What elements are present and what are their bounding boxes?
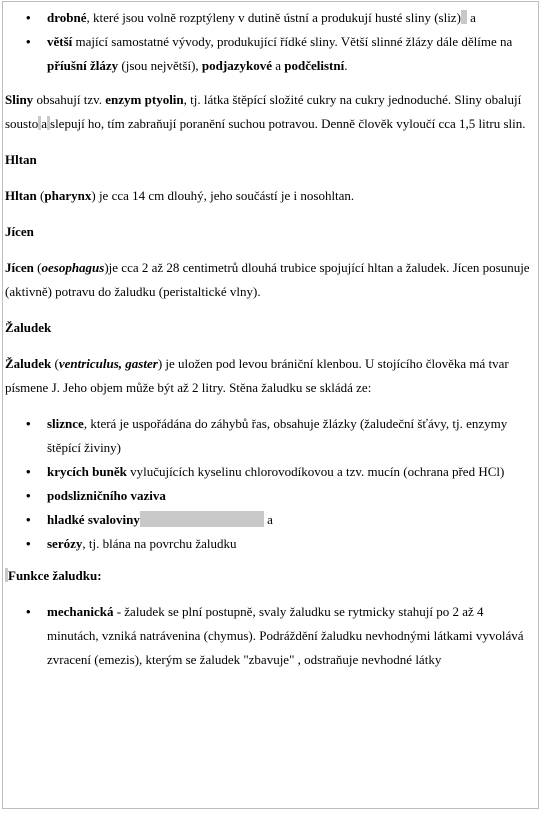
bold-term: krycích buněk [47,464,127,479]
list-item [47,30,536,78]
list-item [47,6,536,30]
item-text: vylučujících kyselinu chlorovodíkovou a tzv. mucín (ochrana před HCl) [126,464,505,479]
bold-term: mechanická [47,604,114,619]
paragraph-text: ) je cca 14 cm dlouhý, jeho součástí je i nosohltan. [91,188,355,203]
bold-term: podčelistní [284,58,345,73]
bold-term: Žaludek [5,356,52,371]
saliva-paragraph [5,88,536,136]
item-text: a [263,512,273,527]
list-item [47,484,536,508]
bold-italic-term: oesophagus [41,260,105,275]
bold-term: větší [47,34,73,49]
section-heading-jicen: Jícen [5,224,34,239]
bold-term: Hltan [5,188,37,203]
item-text-tail: a [466,10,476,25]
item-text: . [344,58,348,73]
bold-term: enzym ptyolin [105,92,184,107]
item-text: mající samostatné vývody, produkující řídké sliny. Větší slinné žlázy dále dělíme na [72,34,513,49]
bold-term: drobné [47,10,87,25]
bold-term: Sliny [5,92,34,107]
section-heading-zaludek: Žaludek [5,320,52,335]
paragraph-text: ( [36,188,45,203]
bold-term: příušní žlázy [47,58,119,73]
bold-term: serózy [47,536,83,551]
bold-italic-term: ventriculus, gaster [58,356,158,371]
jicen-paragraph [5,256,536,304]
document-content [5,6,536,684]
hltan-paragraph [5,184,536,208]
list-item [47,532,536,556]
stomach-functions-list [5,600,536,672]
zaludek-paragraph [5,352,536,400]
bold-term: podjazykové [201,58,272,73]
bold-term: podslizničního vaziva [47,488,166,503]
paragraph-text: obsahují tzv. [33,92,106,107]
item-text: - žaludek se plní postupně, svaly žaludku se rytmicky stahují po 2 až 4 minutách, vzniká natrávenina (chymus). Podráždění žaludku nevhodnými látkami vyvolává zvracení (emezis), kterým se žaludek "zbavuje" , odstraňuje nevhodné látky [47,604,524,667]
paragraph-text: a [41,116,48,131]
paragraph-text: ( [33,260,42,275]
bold-term: hladké svaloviny [47,512,140,527]
highlight-block [140,511,264,527]
list-item [47,460,536,484]
stomach-wall-list [5,412,536,556]
bold-term: pharynx [44,188,92,203]
item-text: , které jsou volně rozptýleny v dutině ústní a produkují husté sliny (sliz) [86,10,461,25]
section-heading-hltan: Hltan [5,152,37,167]
item-text: , tj. blána na povrchu žaludku [82,536,237,551]
heading-text: Funkce žaludku: [8,568,102,583]
bold-term: slizn​ce [47,416,84,431]
section-heading-funkce [5,564,536,588]
paragraph-text: ) je uložen pod levou brániční klenbou. U stojícího člověka má tvar písmene J. Jeho objem může být až 2 litry. Stěna žaludku se skládá ze: [5,356,509,395]
paragraph-text: , tj. látka štěpící složité cukry na cukry jednoduché. Sliny obalují sousto [5,92,522,131]
item-text: , která je uspořádána do záhybů řas, obsahuje žlázky (žaludeční šťávy, tj. enzymy štěpící živiny) [47,416,508,455]
item-text: a [271,58,285,73]
item-text: (jsou největší), [118,58,202,73]
bold-term: Jícen [5,260,34,275]
list-item [47,600,536,672]
paragraph-text: )je cca 2 až 28 centimetrů dlouhá trubice spojující hltan a žaludek. Jícen posunuje (aktivně) potravu do žaludku (peristaltické vlny). [5,260,530,299]
document-page [2,1,539,809]
paragraph-text: ( [51,356,59,371]
list-item [47,412,536,460]
paragraph-text: slepují ho, tím zabraňují poranění suchou potravou. Denně člověk vyloučí cca 1,5 litru slin. [50,116,526,131]
salivary-glands-list [5,6,536,78]
list-item [47,508,536,532]
